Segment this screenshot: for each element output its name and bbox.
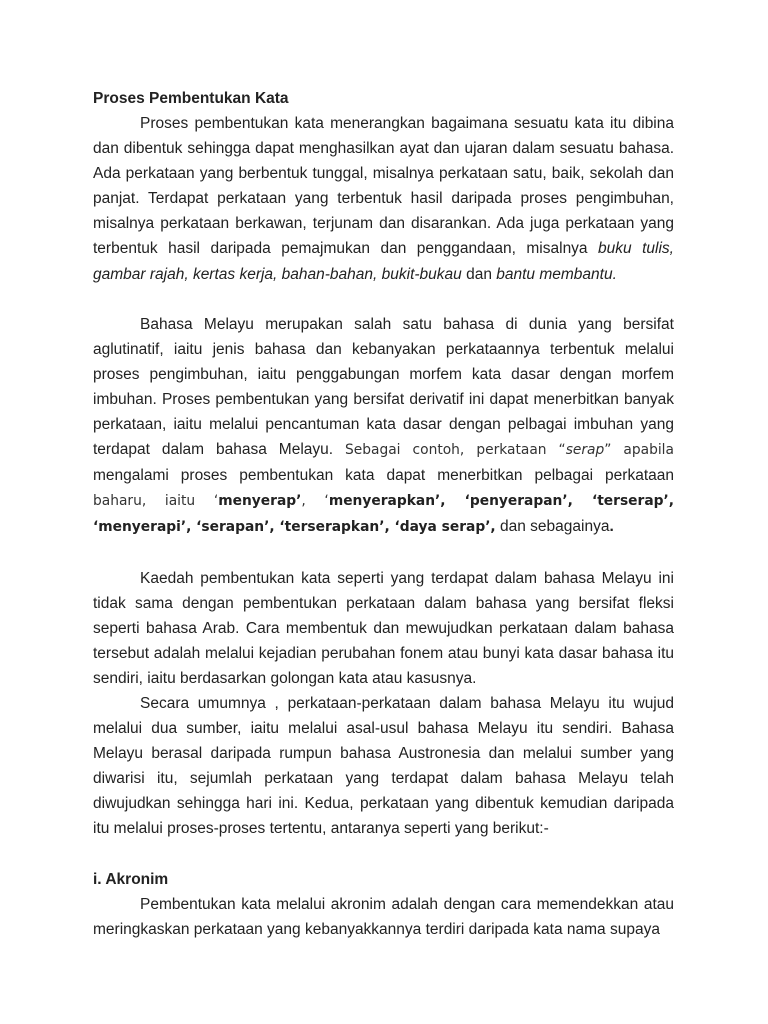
example-lead: baharu, iaitu ‘ (93, 493, 219, 510)
paragraph-sumber: Secara umumnya , perkataan-perkataan dalam bahasa Melayu itu wujud melalui dua sumber, iaitu melalui asal-usul bahasa Melayu itu sendiri. Bahasa Melayu berasal daripada rumpun bahasa Austronesia dan melalui sumber yang diwarisi itu, sejumlah perkataan yang terdapat dalam bahasa Melayu telah diwujudkan sehingga hari ini. Kedua, perkataan yang dibentuk kemudian daripada itu melalui proses-proses tertentu, antaranya seperti yang berikut:- (93, 694, 674, 838)
derived-word-list: menyerapkan’, ‘penyerapan’, ‘terserap’, ‘menyerapi’, ‘serapan’, ‘terserapkan’, ‘daya serap’, (93, 493, 674, 536)
bold-period: . (609, 518, 614, 536)
italic-example: bantu membantu. (496, 265, 617, 283)
paragraph-akronim: Pembentukan kata melalui akronim adalah dengan cara memendekkan atau meringkaskan perkataan yang kebanyakkannya terdiri daripada kata nama supaya (93, 895, 674, 938)
paragraph-spacer (93, 842, 674, 867)
example-root-word: serap (565, 442, 605, 459)
paragraph-text: mengalami proses pembentukan kata dapat menerbitkan pelbagai perkataan (93, 467, 674, 485)
paragraph-kaedah: Kaedah pembentukan kata seperti yang terdapat dalam bahasa Melayu ini tidak sama dengan pembentukan perkataan dalam bahasa yang bersifat fleksi seperti bahasa Arab. Cara membentuk dan mewujudkan perkataan dalam bahasa tersebut adalah melalui kejadian perubahan fonem atau bunyi kata dasar bahasa itu sendiri, iaitu berdasarkan golongan kata atau kasusnya. (93, 569, 674, 687)
paragraph-spacer (93, 287, 674, 312)
paragraph-text: Proses pembentukan kata menerangkan bagaimana sesuatu kata itu dibina dan dibentuk sehingga dapat menghasilkan ayat dan ujaran dalam sesuatu bahasa. Ada perkataan yang berbentuk tunggal, misalnya perkataan satu, baik, sekolah dan panjat. Terdapat perkataan yang terbentuk hasil daripada proses pengimbuhan, misalnya perkataan berkawan, terjunam dan disarankan. Ada juga perkataan yang terbentuk hasil daripada pemajmukan dan penggandaan, misalnya (93, 115, 674, 258)
paragraph-aglutinatif (93, 312, 674, 541)
example-intro-end: ” apabila (604, 442, 674, 459)
paragraph-text: dan (461, 265, 497, 283)
derived-word: menyerap’ (218, 493, 302, 510)
paragraph-text: Bahasa Melayu merupakan salah satu bahasa di dunia yang bersifat aglutinatif, iaitu jenis bahasa dan kebanyakan perkataannya terbentuk melalui proses pengimbuhan, iaitu penggabungan morfem kata dasar dengan morfem imbuhan. Proses pembentukan yang bersifat derivatif ini dapat menerbitkan banyak perkataan, iaitu melalui pencantuman kata dasar dengan pelbagai imbuhan yang terdapat dalam bahasa Melayu. (93, 315, 674, 459)
example-intro: Sebagai contoh, perkataan “ (345, 442, 566, 459)
italic-examples: buku tulis, gambar rajah, kertas kerja, bahan-bahan, bukit-bukau (93, 240, 674, 283)
separator: , ‘ (301, 493, 329, 510)
page-title: Proses Pembentukan Kata (93, 90, 289, 107)
paragraph-spacer (93, 541, 674, 566)
paragraph-text: dan sebagainya (495, 518, 610, 536)
section-heading-akronim: i. Akronim (93, 870, 169, 888)
paragraph-intro (93, 111, 674, 287)
